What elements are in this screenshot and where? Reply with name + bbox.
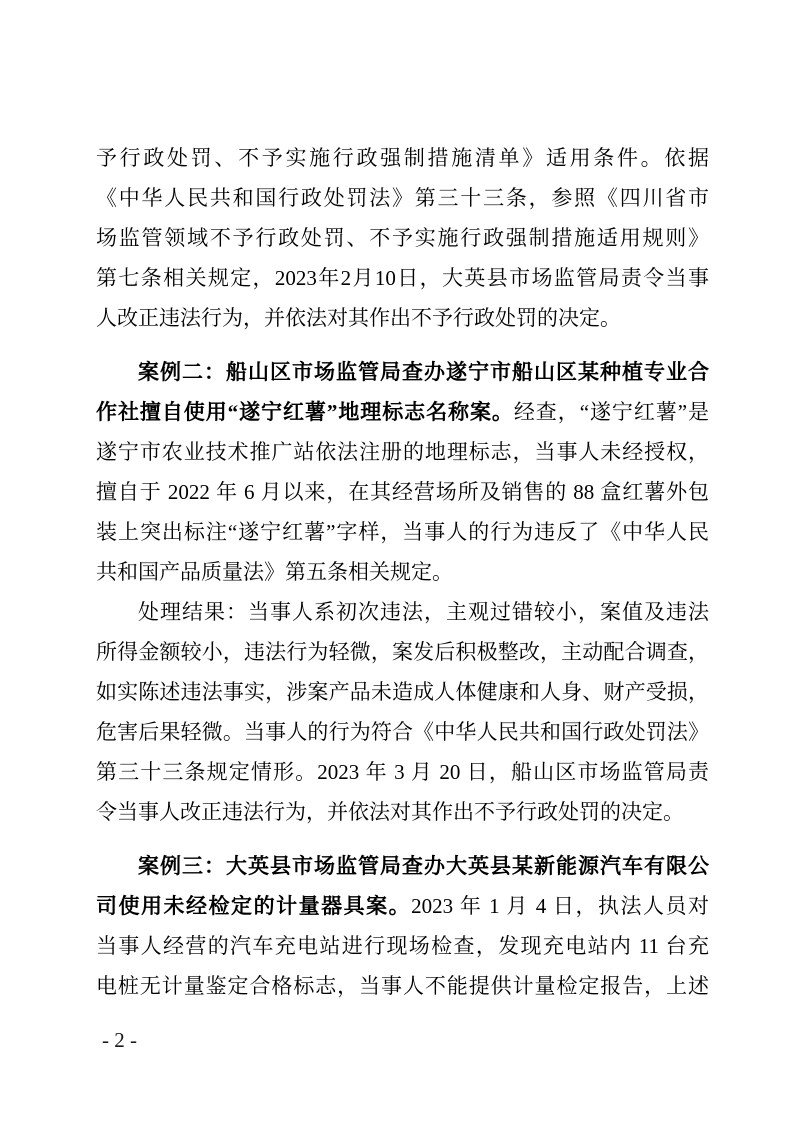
text-line [96, 138, 709, 178]
text-line [96, 712, 709, 752]
text-line [96, 298, 709, 338]
text-line [96, 432, 709, 472]
text-segment: 处理结果：当事人系初次违法，主观过错较小，案值及违法 [138, 600, 709, 624]
text-segment: 令当事人改正违法行为，并依法对其作出不予行政处罚的决定。 [96, 800, 684, 824]
text-line [96, 352, 709, 392]
case-1-continuation-paragraph [96, 138, 709, 338]
text-segment: 危害后果轻微。当事人的行为符合《中华人民共和国行政处罚法》 [96, 720, 709, 744]
text-line [96, 392, 709, 432]
text-segment: 第七条相关规定，2023年2月10日，大英县市场监管局责令当事 [96, 266, 709, 290]
text-line [96, 886, 709, 926]
text-segment: 电桩无计量鉴定合格标志，当事人不能提供计量检定报告，上述 [96, 974, 709, 998]
text-line [96, 512, 709, 552]
text-segment: 遂宁市农业技术推广站依法注册的地理标志，当事人未经授权， [96, 440, 709, 464]
text-line [96, 592, 709, 632]
document-body [96, 138, 709, 1006]
bold-text-segment: 案例三：大英县市场监管局查办大英县某新能源汽车有限公 [138, 854, 709, 878]
text-line [96, 846, 709, 886]
text-segment: 如实陈述违法事实，涉案产品未造成人体健康和人身、财产受损， [96, 680, 709, 704]
text-segment: 装上突出标注“遂宁红薯”字样，当事人的行为违反了《中华人民 [96, 520, 709, 544]
text-segment: 2023 年 1 月 4 日，执法人员对 [411, 894, 709, 918]
page-number: - 2 - [102, 1028, 137, 1052]
text-line [96, 258, 709, 298]
text-line [96, 792, 709, 832]
text-segment: 擅自于 2022 年 6 月以来，在其经营场所及销售的 88 盒红薯外包 [96, 480, 709, 504]
text-segment: 人改正违法行为，并依法对其作出不予行政处罚的决定。 [96, 306, 621, 330]
case-2-paragraph [96, 352, 709, 592]
text-line [96, 752, 709, 792]
case-3-paragraph [96, 846, 709, 1006]
text-segment: 《中华人民共和国行政处罚法》第三十三条，参照《四川省市 [96, 186, 709, 210]
bold-text-segment: 案例二：船山区市场监管局查办遂宁市船山区某种植专业合 [138, 360, 709, 384]
text-line [96, 672, 709, 712]
text-segment: 第三十三条规定情形。2023 年 3 月 20 日，船山区市场监管局责 [96, 760, 709, 784]
text-line [96, 552, 709, 592]
text-segment: 共和国产品质量法》第五条相关规定。 [96, 560, 453, 584]
text-line [96, 218, 709, 258]
text-line [96, 966, 709, 1006]
bold-text-segment: 作社擅自使用“遂宁红薯”地理标志名称案。 [96, 400, 514, 424]
text-segment: 经查，“遂宁红薯”是 [513, 400, 709, 424]
case-2-result-paragraph [96, 592, 709, 832]
text-line [96, 632, 709, 672]
text-segment: 当事人经营的汽车充电站进行现场检查，发现充电站内 11 台充 [96, 934, 709, 958]
text-line [96, 926, 709, 966]
text-segment: 场监管领域不予行政处罚、不予实施行政强制措施适用规则》 [96, 226, 709, 250]
bold-text-segment: 司使用未经检定的计量器具案。 [96, 894, 412, 918]
text-segment: 所得金额较小，违法行为轻微，案发后积极整改，主动配合调查， [96, 640, 709, 664]
text-line [96, 178, 709, 218]
text-segment: 予行政处罚、不予实施行政强制措施清单》适用条件。依据 [96, 146, 709, 170]
text-line [96, 472, 709, 512]
